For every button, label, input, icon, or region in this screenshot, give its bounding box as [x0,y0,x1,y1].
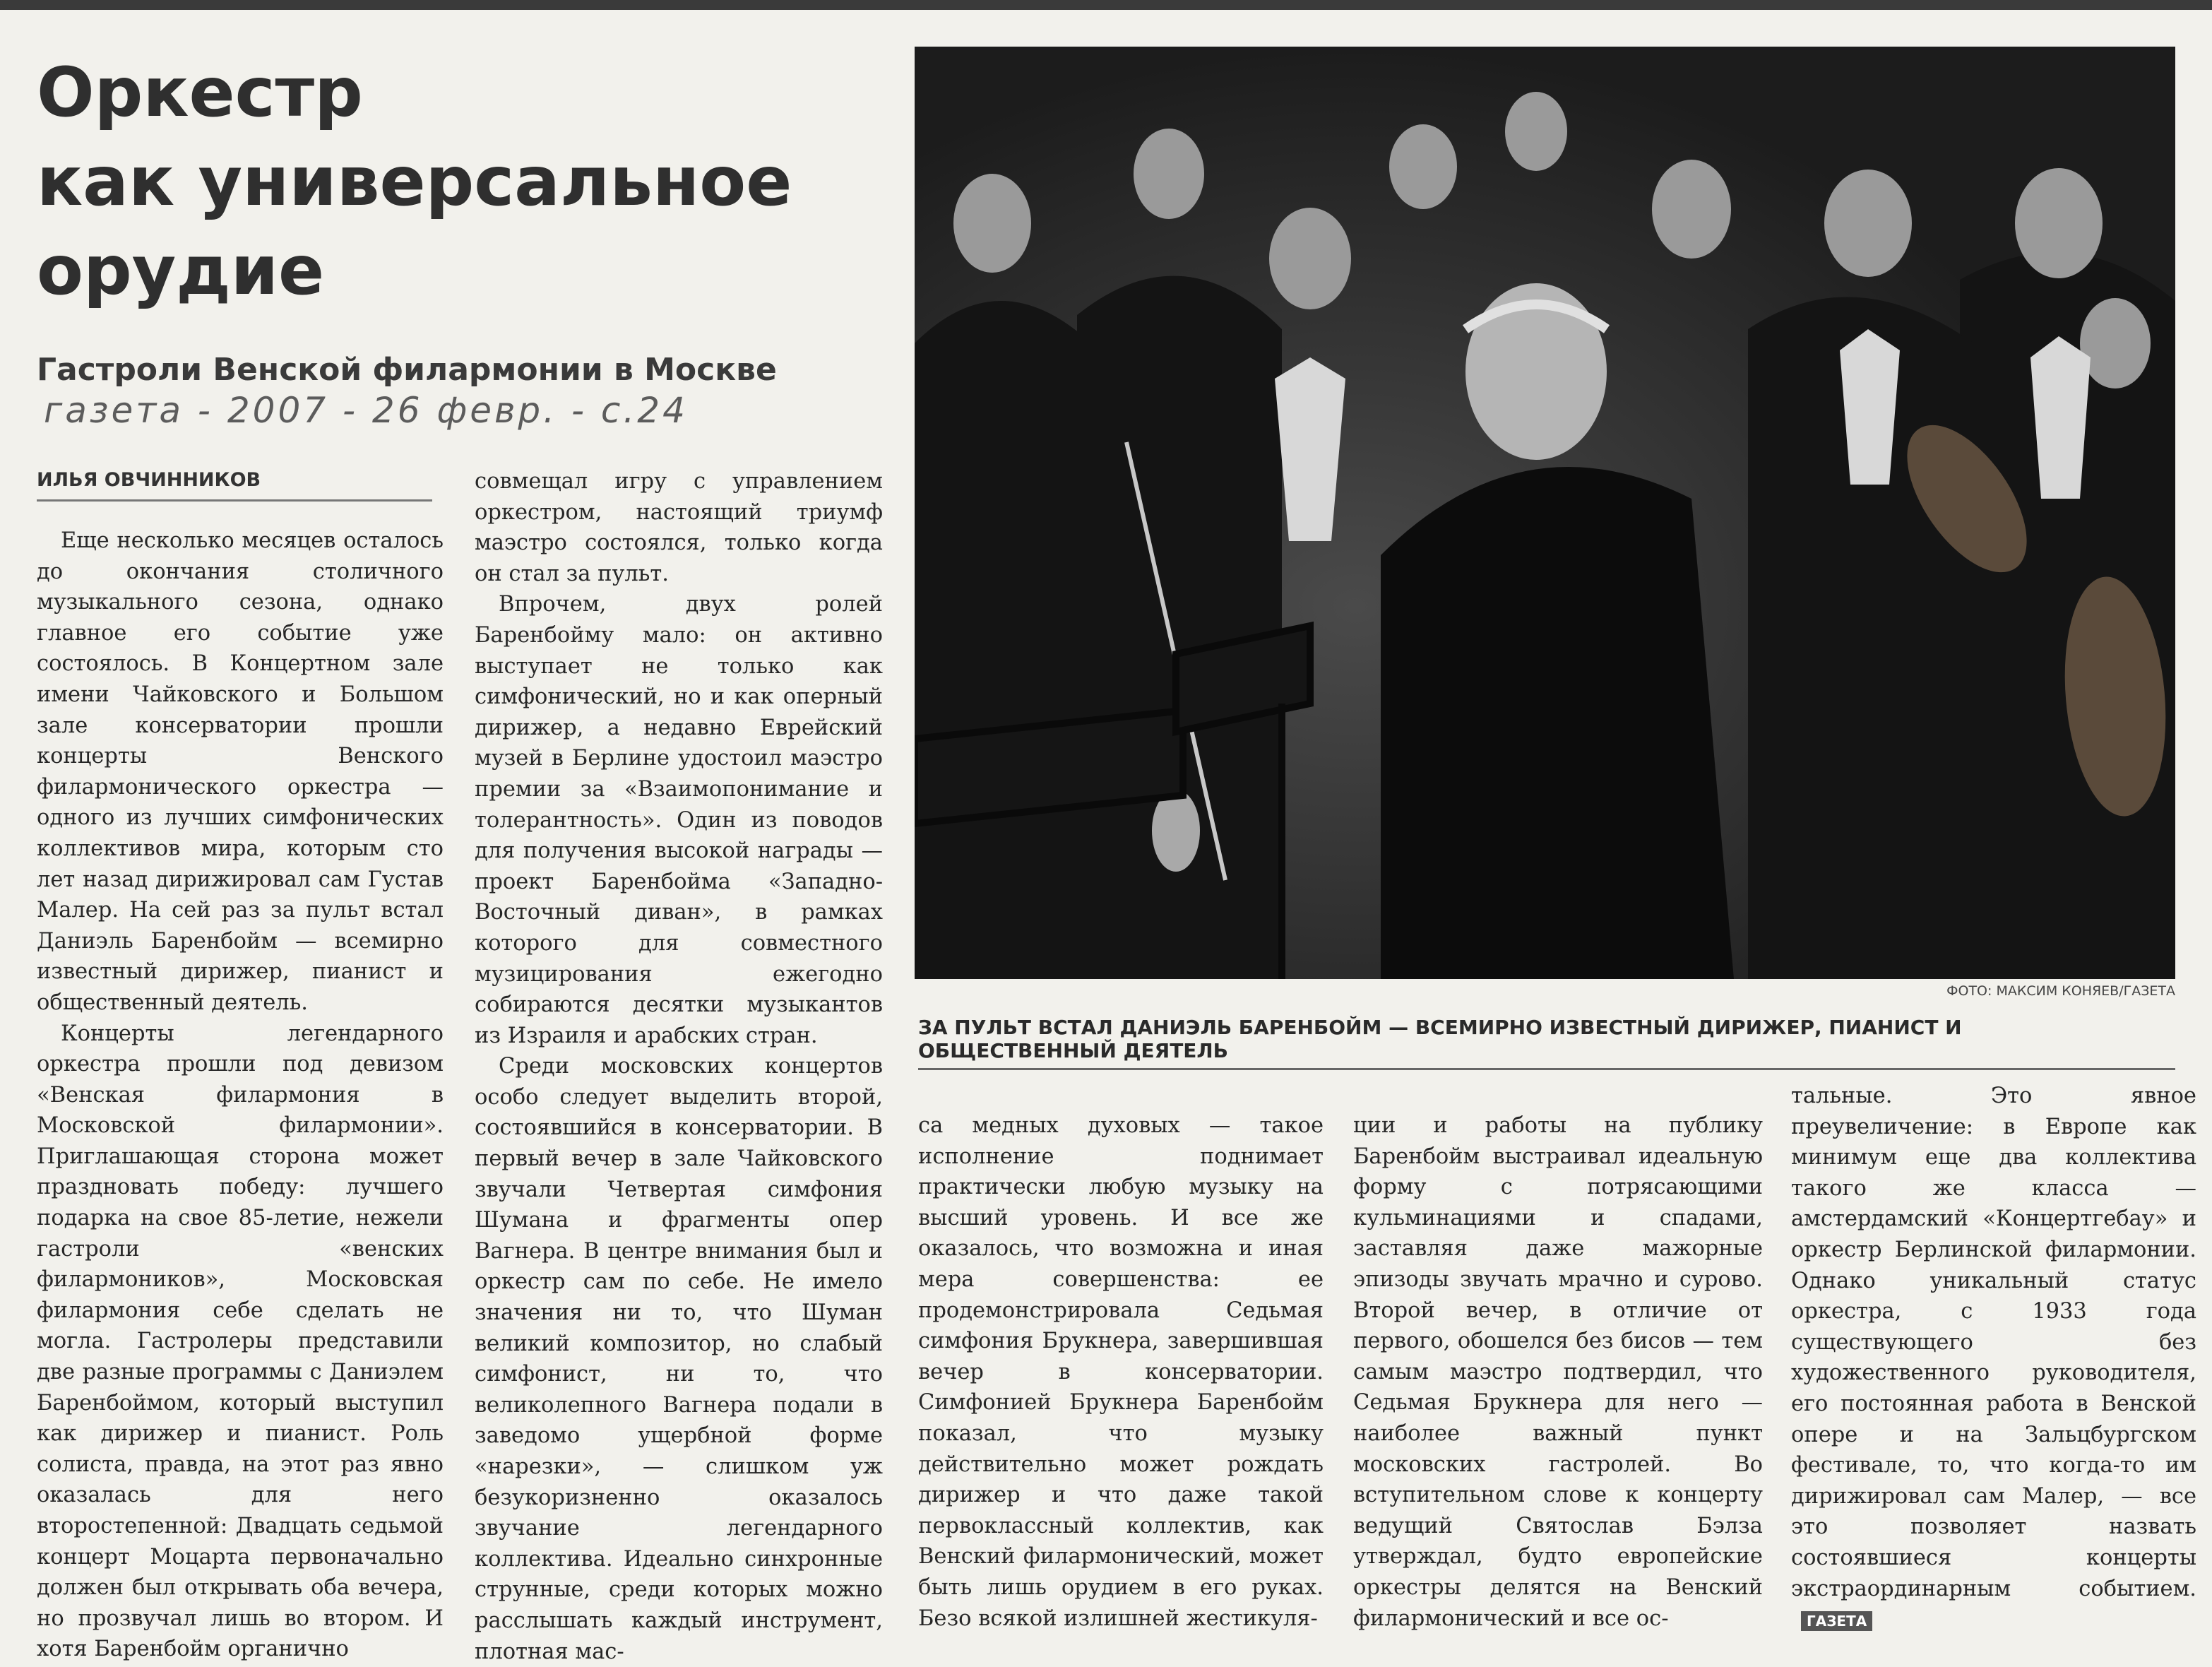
photo-caption: ЗА ПУЛЬТ ВСТАЛ ДАНИЭЛЬ БАРЕНБОЙМ — ВСЕМИРНО ИЗВЕСТНЫЙ ДИРИЖЕР, ПИАНИСТ И ОБЩЕСТВЕННЫЙ ДЕЯТЕЛЬ [918,1016,1962,1062]
paragraph-text: тальные. Это явное преувеличение: в Европе как минимум еще два коллектива такого же класса — амстердамский «Концертгебау» и оркестр Берлинской филармонии. Однако уникальный статус оркестра, с 1933 года существующего без художественного руководителя, его постоянная работа в Венской опере и на Зальцбургском фестивале, то, что когда-то им дирижировал сам Малер, — все это позволяет назвать состоявшиеся концерты экстраординарным событием. [1791,1084,2196,1601]
paragraph: са медных духовых — такое исполнение поднимает практически любую музыку на высший уровень. И все же оказалось, что возможна и иная мера совершенства: ее продемонстрировала Седьмая симфония Брукнера, завершившая вечер в консерватории. Симфонией Брукнера Баренбойм показал, что музыку действительно может рождать дирижер и что даже такой первоклассный коллектив, как Венский филармонический, может быть лишь орудием в его руках. Безо всякой излишней жестикуля- [918,1113,1324,1631]
subheadline: Гастроли Венской филармонии в Москве [37,352,777,388]
paragraph: совмещал игру с управлением оркестром, настоящий триумф маэстро состоялся, только когда он стал за пульт. [475,469,883,586]
text-column-1 [37,526,444,1665]
text-column-4 [1353,1110,1763,1634]
paragraph [1791,1081,2196,1635]
paragraph: ции и работы на публику Баренбойм выстраивал идеальную форму с потрясающими кульминациями и спадами, заставляя даже мажорные эпизоды звучать мрачно и сурово. Второй вечер, в отличие от первого, обошелся без бисов — тем самым маэстро подтвердил, что Седьмая Брукнера для него — наиболее важный пункт московских гастролей. Во вступительном слове к концерту ведущий Святослав Бэлза утверждал, будто европейские оркестры делятся на Венский филармонический и все ос- [1353,1113,1763,1631]
text-column-5 [1791,1081,2196,1635]
headline [37,48,849,315]
paragraph: Среди московских концертов особо следует выделить второй, состоявшийся в консерватории. В первый вечер в зале Чайковского звучали Четвертая симфония Шумана и фрагменты опер Вагнера. В центре внимания был и оркестр сам по себе. Не имело значения ни то, что Шуман великий композитор, но слабый симфонист, ни то, что великолепного Вагнера подали в заведомо ущербной форме «нарезки», — слишком уж безукоризненно оказалось звучание легендарного коллектива. Идеально синхронные струнные, среди которых можно расслышать каждый инструмент, плотная мас- [475,1054,883,1664]
orchestra-photo-illustration [915,47,2175,979]
text-column-2 [475,466,883,1667]
top-border [0,0,2212,10]
headline-line: Оркестр [37,53,363,132]
caption-divider [918,1068,2175,1070]
headline-line: как универсальное [37,142,792,221]
paragraph: Впрочем, двух ролей Баренбойму мало: он активно выступает не только как симфонический, но и как оперный дирижер, а недавно Еврейский музей в Берлине удостоил маэстро премии за «Взаимопонимание и толерантность». Один из поводов для получения высокой награды — проект Баренбойма «Западно-Восточный диван», в рамках которого для совместного музицирования ежегодно собираются десятки музыкантов из Израиля и арабских стран. [475,592,883,1048]
handwritten-note: газета - 2007 - 26 февр. - с.24 [44,390,688,431]
paragraph: Концерты легендарного оркестра прошли под девизом «Венская филармония в Московской филармонии». Приглашающая сторона может праздновать победу: лучшего подарка на свое 85-летие, нежели гастроли «венских филармоников», Московская филармония себе сделать не могла. Гастролеры представили две разные программы с Даниэлем Баренбоймом, который выступил как дирижер и пианист. Роль солиста, правда, на этот раз явно оказалась для него второстепенной: Двадцать седьмой концерт Моцарта первоначально должен был открывать оба вечера, но прозвучал лишь во втором. И хотя Баренбойм органично [37,1021,444,1662]
headline-line: орудие [37,231,325,310]
byline: ИЛЬЯ ОВЧИННИКОВ [37,469,432,502]
orchestra-photo [915,47,2175,979]
photo-credit: ФОТО: МАКСИМ КОНЯЕВ/ГАЗЕТА [1946,983,2175,999]
publication-signature: ГАЗЕТА [1801,1611,1872,1631]
paragraph: Еще несколько месяцев осталось до окончания столичного музыкального сезона, однако главное его событие уже состоялось. В Концертном зале имени Чайковского и Большом зале консерватории прошли концерты Венского филармонического оркестра — одного из лучших симфонических коллективов мира, которым сто лет назад дирижировал сам Густав Малер. На сей раз за пульт встал Даниэль Баренбойм — всемирно известный дирижер, пианист и общественный деятель. [37,528,444,1015]
text-column-3 [918,1110,1324,1634]
